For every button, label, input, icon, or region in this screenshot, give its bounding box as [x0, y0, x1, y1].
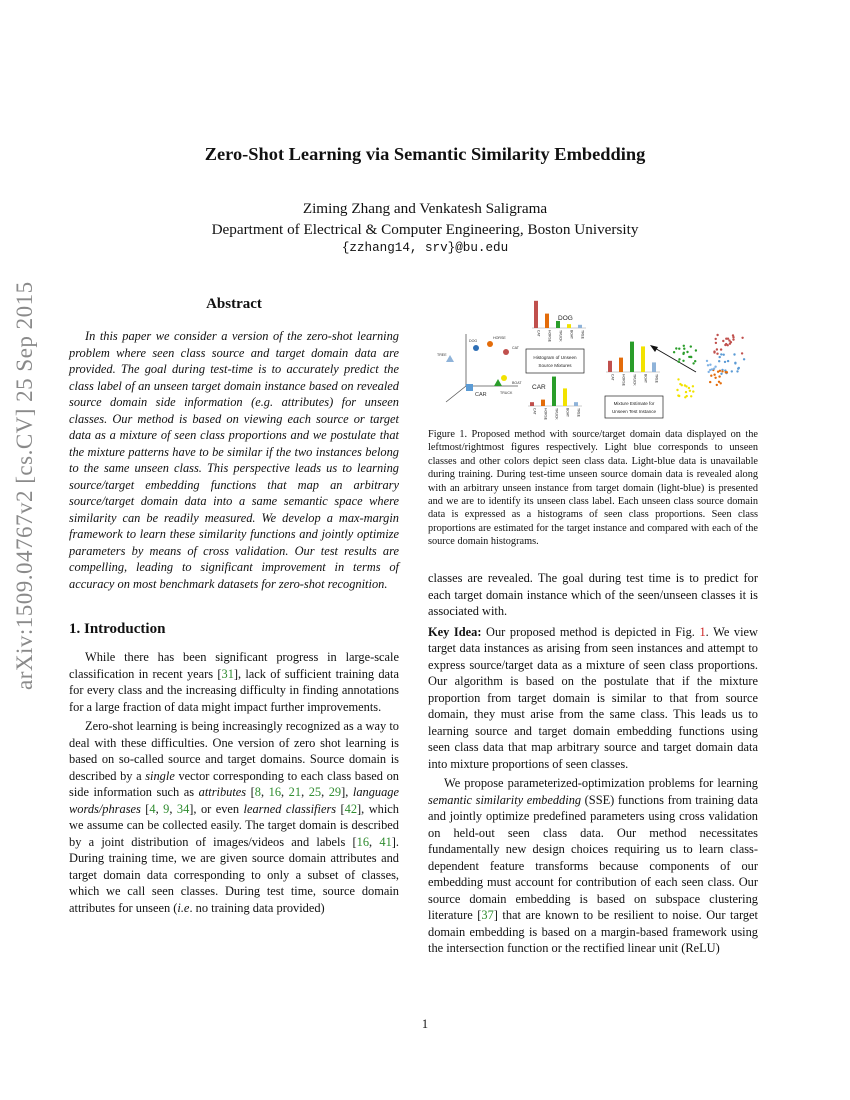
hist-tick-label: CAT	[532, 408, 537, 415]
citation-link[interactable]: 41	[379, 834, 392, 849]
target-point	[721, 370, 723, 372]
target-point	[717, 371, 719, 373]
right-paragraph-3: We propose parameterized-optimization problems for learning semantic similarity embedding (SSE) functions from training data and jointly optimize predefined parameters using cross validation on held-out seen class data. Our method necessitates fundamentally new design choices requiring us to learn class-dependent feature transforms because components of our embedding must account for contribution of each seen class. Our source domain embedding is based on subspace clustering literature [37] that are known to be resilient to noise. Our target domain embedding is based on a margin-based framework using the intersection function or the rectified linear unit (ReLU)	[428, 776, 759, 955]
source-scatter	[437, 336, 522, 398]
hist-tick-label: BOAT	[643, 374, 648, 383]
target-point	[673, 351, 675, 353]
hist-tick-label: BOAT	[565, 408, 570, 417]
target-point	[733, 353, 735, 355]
hist-tick-label: TRUCK	[632, 374, 637, 386]
svg-text:Mixture Estimate for: Mixture Estimate for	[613, 401, 655, 406]
target-point	[724, 361, 726, 363]
target-point	[716, 334, 718, 336]
abstract-text: In this paper we consider a version of the zero-shot learning problem where seen class source and target domain data are provided. The goal during test-time is to accurately predict the class label of an unseen target domain instance based on revealed source domain side information (e.g. attributes) for unseen classes. Our method is based on viewing each source or target data as a mixture of seen class proportions and we postulate that the mixture patterns have to be similar if the two instances belong to the same unseen class. This perspective leads us to learning source/target embedding functions that map an arbitrary source/target domain data into a same semantic space where similarity can be readily measured. We develop a max-margin framework to learn these similarity functions and jointly optimize parameters by means of cross validation. Our test results are compelling, leading to significant improvement in terms of accuracy on most benchmark datasets for zero-shot recognition.	[69, 329, 399, 591]
estimate-arrow	[650, 345, 696, 372]
target-point	[714, 366, 716, 368]
citation-link[interactable]: 4	[149, 801, 156, 816]
citation-link[interactable]: 34	[176, 801, 190, 816]
target-point	[743, 358, 745, 360]
target-point	[692, 390, 694, 392]
citation-link[interactable]: 21	[288, 785, 302, 799]
citation-link[interactable]: 37	[481, 908, 494, 922]
intro-heading: 1. Introduction	[69, 621, 166, 637]
target-point	[683, 348, 685, 350]
target-point	[706, 360, 708, 362]
hist-tick-label: CAT	[610, 374, 615, 381]
scatter-label: CAT	[512, 346, 519, 350]
hist-tick-label: CAT	[536, 330, 541, 337]
citation-link[interactable]: 42	[344, 801, 358, 816]
right-paragraph-1: classes are revealed. The goal during test time is to predict for each target domain instance which of the seen/unseen classes it is associated with.	[428, 571, 758, 618]
right-column	[428, 570, 758, 960]
intro-paragraph-2: Zero-shot learning is being increasingly recognized as a way to deal with these difficulties. One version of zero shot learning is based on so-called source and target domains. Source domain is described by a single vector corresponding to each class based on side information such as attributes [8, 16, 21, 25, 29], language words/phrases [4, 9, 34], or even learned classifiers [42], which we assume can be collected easily. The target domain is described by a joint distribution of images/videos and labels [16, 41]. During training time, we are given source domain attributes and target domain data corresponding to only a subset of classes, which we call seen classes. During test time, source domain attributes for unseen (i.e. no training data provided)	[69, 719, 400, 915]
figure-caption	[428, 428, 758, 549]
target-point	[731, 370, 733, 372]
target-point	[690, 395, 692, 397]
citation-link[interactable]: 8	[254, 785, 261, 799]
hist-bar	[563, 388, 567, 406]
hist-tick-label: TREE	[580, 330, 585, 340]
target-point	[714, 377, 716, 379]
target-scatter	[673, 334, 745, 399]
target-point	[692, 362, 694, 364]
target-point	[694, 360, 696, 362]
abstract-heading: Abstract	[206, 296, 262, 312]
hist-bar	[534, 301, 538, 328]
target-point	[732, 338, 734, 340]
hist-bar	[578, 325, 582, 328]
scatter-label: TREE	[437, 353, 447, 357]
figure-link[interactable]: 1	[699, 624, 706, 639]
target-point	[729, 343, 731, 345]
target-point	[715, 338, 717, 340]
hist-bar	[652, 362, 656, 372]
caption-text: Proposed method with source/target domain data displayed on the leftmost/rightmost figures respectively. Light blue corresponds to unseen classes and other colors depict seen class data. Light-blue data is unavailable during training. During test-time unseen source domain data is revealed along with an arbitrary unseen instance from target domain (light-blue) is presented and we are to identify its unseen class label. Each unseen class source domain data is expressed as a histograms of seen class proportions. Seen class proportions are estimated for the target instance and compared with each of the source domain histograms.	[428, 429, 758, 548]
arxiv-stamp: arXiv:1509.04767v2 [cs.CV] 25 Sep 2015	[12, 281, 37, 690]
target-point	[741, 352, 743, 354]
target-point	[736, 370, 738, 372]
target-point	[723, 354, 725, 356]
hist-tick-label: TRUCK	[558, 330, 563, 342]
key-idea-paragraph: Key Idea: Our proposed method is depicted in Fig. 1. We view target data instances as arising from seen instances and attempt to express source/target data as a mixture of seen class proportions. Our algorithm is based on the postulate that if the mixture proportion from target domain is similar to that from source domain, they must arise from the same class. This leads us to learning source and target domain embedding functions using seen class data that map arbitrary source and target domain data into mixture proportions of seen classes.	[428, 624, 758, 771]
target-point	[690, 345, 692, 347]
target-point	[675, 347, 677, 349]
paper-title: Zero-Shot Learning via Semantic Similarity Embedding	[204, 144, 646, 164]
hist-bar	[552, 377, 556, 406]
scatter-point	[446, 355, 454, 362]
scatter-point	[501, 375, 507, 381]
hist-bar	[541, 400, 545, 406]
scatter-label: CAR	[475, 392, 487, 398]
hist-bar	[641, 346, 645, 372]
target-point	[678, 348, 680, 350]
hist-bar	[567, 324, 571, 328]
hist-tick-label: BOAT	[569, 330, 574, 339]
citation-link[interactable]: 16	[356, 834, 370, 849]
target-point	[684, 396, 686, 398]
authors: Ziming Zhang and Venkatesh Saligrama	[302, 200, 548, 217]
svg-text:Source Mixtures: Source Mixtures	[538, 363, 572, 368]
citation-link[interactable]: 31	[221, 666, 234, 681]
target-point	[676, 389, 678, 391]
target-point	[709, 381, 711, 383]
hist-bar	[619, 358, 623, 372]
target-point	[685, 391, 687, 393]
target-point	[713, 368, 715, 370]
hist-tick-label: HORSE	[543, 408, 548, 420]
target-point	[732, 336, 734, 338]
target-point	[678, 361, 680, 363]
target-point	[679, 383, 681, 385]
svg-text:Histogram of Unseen: Histogram of Unseen	[533, 355, 577, 360]
target-point	[709, 364, 711, 366]
target-point	[716, 384, 718, 386]
target-point	[718, 381, 720, 383]
hist-tick-label: TREE	[576, 408, 581, 418]
target-point	[708, 371, 710, 373]
scatter-label: HORSE	[493, 336, 506, 340]
hist-bar	[556, 321, 560, 328]
target-point	[715, 342, 717, 344]
svg-text:Unseen Test Instance: Unseen Test Instance	[611, 409, 657, 414]
target-point	[725, 371, 727, 373]
target-point	[718, 375, 720, 377]
target-point	[682, 360, 684, 362]
target-point	[710, 375, 712, 377]
hist-title: CAR	[532, 384, 546, 391]
target-point	[685, 385, 687, 387]
histogram-target	[606, 342, 660, 387]
target-point	[725, 338, 727, 340]
scatter-label: DOG	[469, 339, 478, 343]
target-point	[711, 368, 713, 370]
target-point	[724, 344, 726, 346]
hist-bar	[574, 402, 578, 406]
hist-tick-label: HORSE	[621, 374, 626, 387]
mixture-estimate-box	[605, 396, 663, 418]
target-point	[713, 351, 715, 353]
scatter-point	[466, 384, 473, 391]
hist-tick-label: TREE	[654, 374, 659, 384]
scatter-point	[503, 349, 509, 355]
caption-label: Figure 1.	[428, 429, 468, 440]
target-point	[738, 367, 740, 369]
hist-tick-label: TRUCK	[554, 408, 559, 420]
target-point	[718, 360, 720, 362]
target-point	[678, 395, 680, 397]
target-point	[722, 340, 724, 342]
target-point	[683, 352, 685, 354]
target-point	[728, 339, 730, 341]
target-point	[716, 353, 718, 355]
target-point	[719, 356, 721, 358]
scatter-point	[487, 341, 493, 347]
histogram-dog	[532, 301, 586, 343]
citation-link[interactable]: 16	[268, 785, 282, 799]
citation-link[interactable]: 9	[163, 801, 170, 816]
affiliation: Department of Electrical & Computer Engineering, Boston University	[211, 221, 639, 238]
unseen-histogram-box	[526, 349, 584, 373]
target-point	[686, 351, 688, 353]
hist-bar	[608, 361, 612, 372]
scatter-label: BOAT	[512, 381, 522, 385]
page-number: 1	[421, 1017, 429, 1031]
target-point	[716, 348, 718, 350]
target-point	[713, 374, 715, 376]
target-point	[720, 373, 722, 375]
left-column	[69, 294, 399, 919]
hist-bar	[545, 314, 549, 328]
citation-link[interactable]: 29	[328, 785, 342, 799]
scatter-point	[473, 345, 479, 351]
target-point	[734, 362, 736, 364]
target-point	[677, 378, 679, 380]
email: {zzhang14, srv}@bu.edu	[341, 241, 509, 255]
target-point	[683, 345, 685, 347]
target-point	[707, 364, 709, 366]
target-point	[688, 387, 690, 389]
scatter-point	[494, 379, 502, 386]
target-point	[720, 348, 722, 350]
hist-title: DOG	[558, 315, 573, 322]
scatter-label: TRUCK	[500, 391, 513, 395]
target-point	[727, 360, 729, 362]
citation-link[interactable]: 25	[308, 785, 322, 799]
target-point	[741, 337, 743, 339]
author-block	[0, 198, 850, 240]
target-point	[695, 349, 697, 351]
target-point	[678, 358, 680, 360]
target-point	[692, 385, 694, 387]
hist-bar	[530, 402, 534, 406]
target-point	[690, 356, 692, 358]
figure-1	[428, 292, 758, 420]
hist-tick-label: HORSE	[547, 330, 552, 343]
target-point	[689, 390, 691, 392]
target-point	[720, 353, 722, 355]
histogram-car	[528, 377, 582, 420]
hist-bar	[630, 342, 634, 372]
intro-paragraph-1: While there has been significant progress in large-scale classification in recent years [31], lack of sufficient training data for every class and the increasing difficulty in finding annotations for a large fraction of data might impact further improvements.	[69, 650, 399, 714]
